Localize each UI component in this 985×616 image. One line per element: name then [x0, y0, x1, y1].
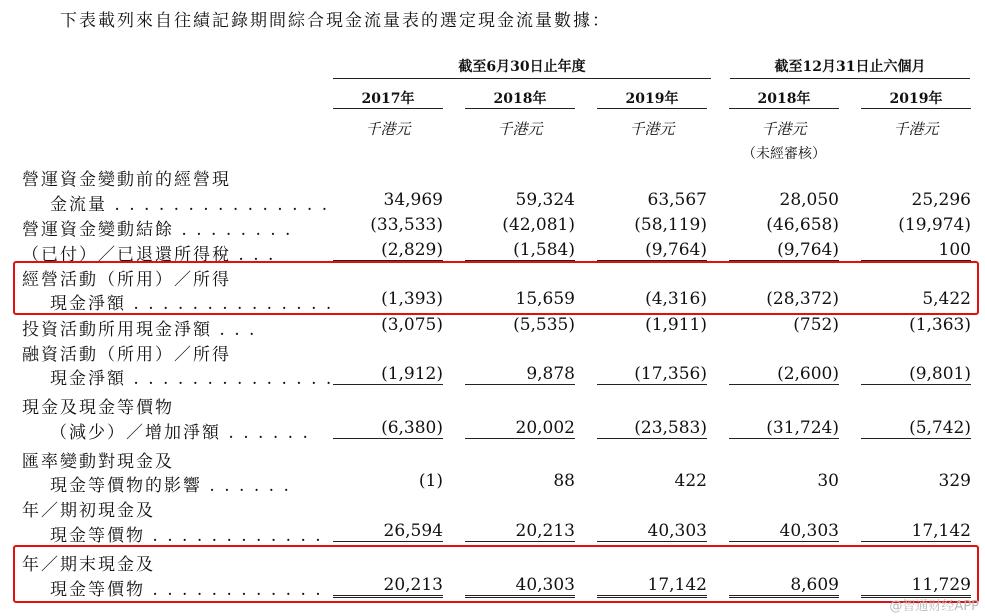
- table-cell: (28,372): [766, 289, 839, 309]
- row-label: 營運資金變動結餘 . . . . . . . .: [22, 220, 293, 240]
- table-cell: (1): [418, 471, 443, 491]
- table-cell: (2,829): [333, 240, 443, 261]
- unit-label: 千港元: [761, 120, 807, 138]
- table-cell: (46,658): [766, 215, 839, 235]
- row-label: 營運資金變動前的經營現: [22, 170, 231, 190]
- table-cell: 59,324: [515, 190, 575, 210]
- table-cell: (752): [793, 315, 839, 335]
- table-cell: (5,742): [861, 418, 971, 439]
- table-cell: 88: [553, 471, 575, 491]
- table-cell: 40,303: [597, 521, 707, 542]
- table-cell: (19,974): [898, 215, 971, 235]
- table-cell: 100: [861, 240, 971, 261]
- table-cell: 11,729: [861, 575, 971, 598]
- year-header: 2019年: [861, 88, 971, 109]
- group-header-six-months: 截至12月31日止六個月: [730, 56, 970, 79]
- watermark: @智通财经APP: [889, 599, 979, 614]
- unit-label: 千港元: [629, 120, 675, 138]
- year-header: 2018年: [465, 88, 575, 109]
- table-cell: (9,801): [861, 364, 971, 385]
- row-label: 投資活動所用現金淨額 . . .: [22, 320, 257, 340]
- table-cell: (33,533): [370, 215, 443, 235]
- table-cell: (1,393): [381, 289, 443, 309]
- unit-label: 千港元: [497, 120, 543, 138]
- table-cell: (4,316): [645, 289, 707, 309]
- table-cell: 20,213: [333, 575, 443, 598]
- row-label: 現金等價物 . . . . . . . . . . . .: [50, 526, 323, 546]
- table-cell: 9,878: [465, 364, 575, 385]
- table-cell: 30: [817, 471, 839, 491]
- table-cell: 40,303: [465, 575, 575, 598]
- table-cell: 63,567: [647, 190, 707, 210]
- year-header: 2017年: [333, 88, 443, 109]
- table-cell: (1,911): [645, 315, 707, 335]
- table-cell: (9,764): [597, 240, 707, 261]
- row-label: （已付）／已退還所得稅 . . .: [22, 245, 276, 265]
- table-cell: 8,609: [729, 575, 839, 598]
- row-label: 融資活動（所用）／所得: [22, 345, 231, 365]
- table-cell: 40,303: [729, 521, 839, 542]
- unit-label: 千港元: [893, 120, 939, 138]
- table-cell: (3,075): [381, 315, 443, 335]
- row-label: 現金淨額 . . . . . . . . . . . . . .: [50, 294, 334, 314]
- unit-label: 千港元: [365, 120, 411, 138]
- table-cell: (17,356): [597, 364, 707, 385]
- row-label: 現金及現金等價物: [22, 398, 174, 418]
- row-label: 匯率變動對現金及: [22, 452, 174, 472]
- table-cell: (9,764): [729, 240, 839, 261]
- table-cell: 25,296: [911, 190, 971, 210]
- table-cell: 20,213: [465, 521, 575, 542]
- year-header: 2019年: [597, 88, 707, 109]
- row-label: 經營活動（所用）／所得: [22, 270, 231, 290]
- table-cell: (1,912): [333, 364, 443, 385]
- row-label: 年／期初現金及: [22, 501, 155, 521]
- year-header: 2018年: [729, 88, 839, 109]
- table-cell: (5,535): [513, 315, 575, 335]
- unaudited-note: （未經審核）: [742, 146, 826, 162]
- row-label: 現金等價物的影響 . . . . . .: [50, 476, 291, 496]
- table-cell: 26,594: [333, 521, 443, 542]
- table-cell: (42,081): [502, 215, 575, 235]
- row-label: （減少）／增加淨額 . . . . . .: [50, 423, 310, 443]
- table-cell: (1,584): [465, 240, 575, 261]
- row-label: 金流量 . . . . . . . . . . . . . . .: [50, 195, 330, 215]
- intro-text: 下表載列來自往績記錄期間綜合現金流量表的選定現金流量數據：: [60, 11, 611, 31]
- row-label: 現金淨額 . . . . . . . . . . . . . .: [50, 369, 334, 389]
- table-cell: (23,583): [597, 418, 707, 439]
- table-cell: 422: [674, 471, 707, 491]
- table-cell: 20,002: [465, 418, 575, 439]
- table-cell: 15,659: [515, 289, 575, 309]
- table-cell: (31,724): [729, 418, 839, 439]
- table-cell: 17,142: [597, 575, 707, 598]
- table-cell: 17,142: [861, 521, 971, 542]
- table-cell: 5,422: [922, 289, 971, 309]
- table-cell: (58,119): [634, 215, 707, 235]
- table-cell: (1,363): [909, 315, 971, 335]
- group-header-fiscal-year: 截至6月30日止年度: [333, 56, 711, 79]
- table-cell: 28,050: [779, 190, 839, 210]
- table-cell: (6,380): [333, 418, 443, 439]
- table-cell: (2,600): [729, 364, 839, 385]
- row-label: 年／期末現金及: [22, 555, 155, 575]
- table-cell: 34,969: [383, 190, 443, 210]
- table-cell: 329: [938, 471, 971, 491]
- row-label: 現金等價物 . . . . . . . . . . . .: [50, 580, 323, 600]
